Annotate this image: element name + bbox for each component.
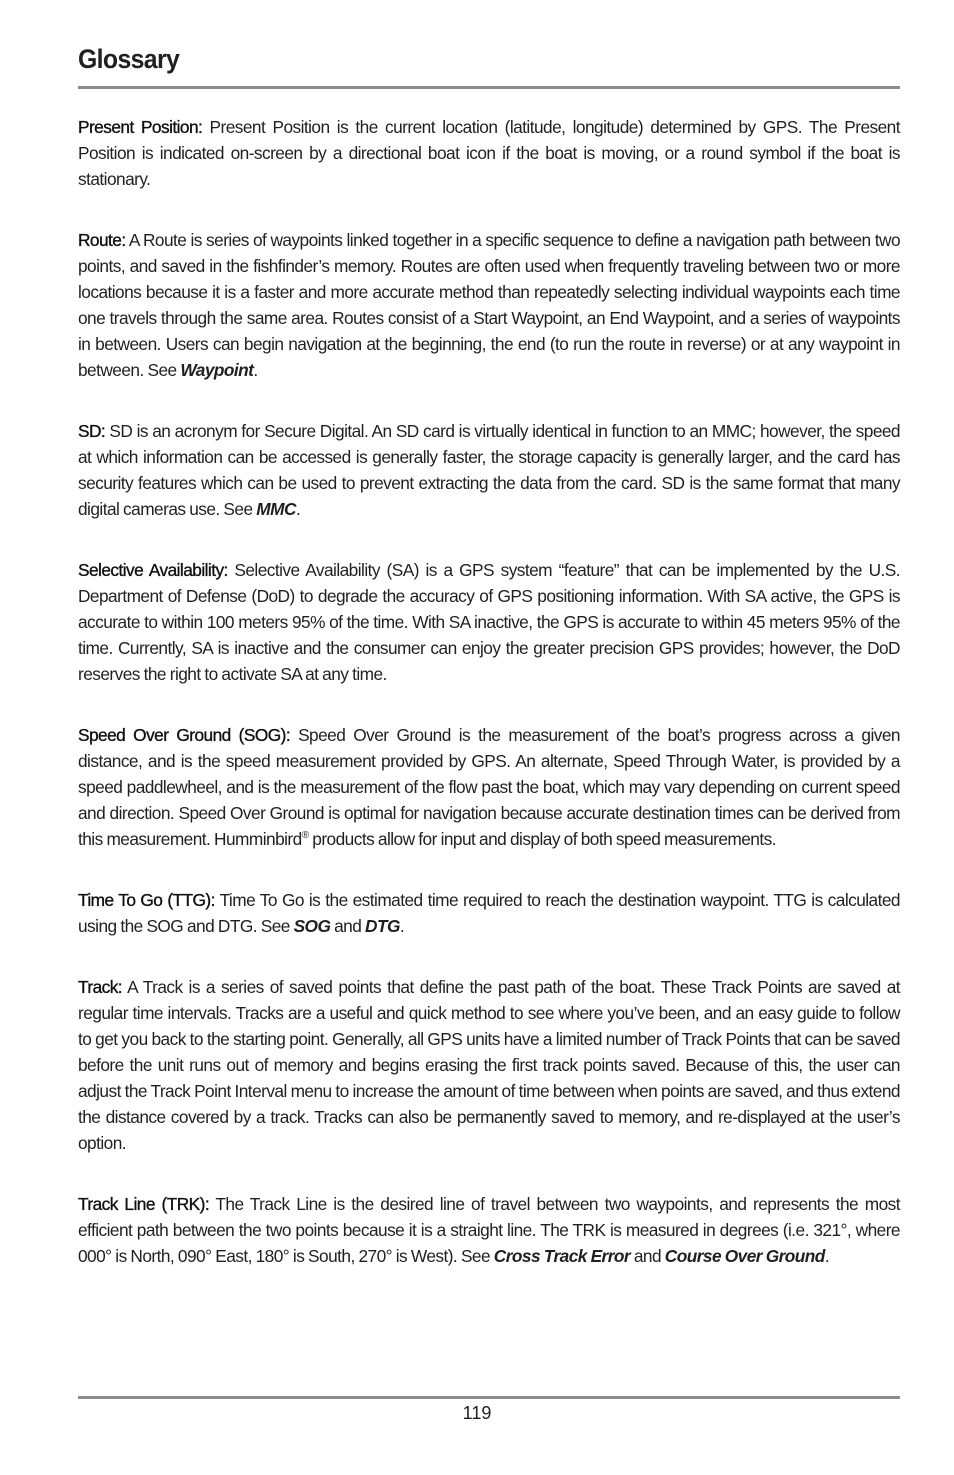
glossary-term: Present Position: (78, 117, 203, 137)
glossary-term: Speed Over Ground (SOG): (78, 725, 291, 745)
glossary-definition: Selective Availability (SA) is a GPS system “feature” that can be implemented by the U.S. Department of Defense (DoD) to degrade the accuracy of GPS positioning information. With SA active, the GPS is accurate to within 100 meters 95% of the time. With SA inactive, the GPS is accurate to within 45 meters 95% of the time. Currently, SA is inactive and the consumer can enjoy the greater precision GPS provides; however, the DoD reserves the right to activate SA at any time. (78, 560, 900, 684)
glossary-definition: Speed Over Ground is the measurement of the boat’s progress across a given distance, and is the speed measurement provided by GPS. An alternate, Speed Through Water, is provided by a speed paddlewheel, and is the measurement of the flow past the boat, which may vary depending on current speed and direction. Speed Over Ground is optimal for navigation because accurate destination times can be derived from this measurement. Humminbird (78, 725, 900, 849)
glossary-term: Route: (78, 230, 126, 250)
glossary-definition: SD is an acronym for Secure Digital. An SD card is virtually identical in function to an MMC; however, the speed at which information can be accessed is generally faster, the storage capacity is generally larger, and the card has security features which can be used to prevent extracting the data from the card. SD is the same format that many digital cameras use. See (78, 421, 900, 519)
glossary-entry-selective-availability (78, 557, 900, 687)
header-divider (78, 86, 900, 89)
glossary-entry-track (78, 974, 900, 1156)
glossary-definition: Time To Go is the estimated time required to reach the destination waypoint. TTG is calculated using the SOG and DTG. See (78, 890, 900, 936)
cross-reference-sog: SOG (293, 916, 331, 936)
glossary-entry-speed-over-ground: Speed Over Ground (SOG): Speed Over Ground is the measurement of the boat’s progress across a given distance, and is the speed measurement provided by GPS. An alternate, Speed Through Water, is provided by a speed paddlewheel, and is the measurement of the flow past the boat, which may vary depending on current speed and direction. Speed Over Ground is optimal for navigation because accurate destination times can be derived from this measurement. Humminbird® products allow for input and display of both speed measurements. (78, 725, 900, 849)
glossary-term: Selective Availability: (78, 560, 228, 580)
glossary-body (78, 114, 900, 1269)
glossary-definition: The Track Line is the desired line of travel between two waypoints, and represents the most efficient path between the two points because it is a straight line. The TRK is measured in degrees (i.e. 321°, where 000° is North, 090° East, 180° is South, 270° is West). See (78, 1194, 900, 1266)
cross-reference-dtg: DTG (365, 916, 400, 936)
glossary-entry-track-line: Track Line (TRK): The Track Line is the desired line of travel between two waypoints, and represents the most efficient path between the two points because it is a straight line. The TRK is measured in degrees (i.e. 321°, where 000° is North, 090° East, 180° is South, 270° is West). See Cross Track Error and Course Over Ground. (78, 1194, 900, 1266)
glossary-entry-time-to-go: Time To Go (TTG): Time To Go is the estimated time required to reach the destination waypoint. TTG is calculated using the SOG and DTG. See SOG and DTG. (78, 890, 900, 936)
glossary-entry-present-position (78, 114, 900, 192)
glossary-definition: A Route is series of waypoints linked together in a specific sequence to define a navigation path between two points, and saved in the fishfinder’s memory. Routes are often used when frequently traveling between two or more locations because it is a faster and more accurate method than repeatedly selecting individual waypoints each time one travels through the same area. Routes consist of a Start Waypoint, an End Waypoint, and a series of waypoints in between. Users can begin navigation at the beginning, the end (to run the route in reverse) or at any waypoint in between. See (78, 230, 900, 380)
footer-divider (78, 1396, 900, 1399)
page-number: 119 (462, 1403, 492, 1423)
glossary-definition: Present Position is the current location (latitude, longitude) determined by GPS. The Present Position is indicated on-screen by a directional boat icon if the boat is moving, or a round symbol if the boat is stationary. (78, 117, 900, 189)
cross-reference-cross-track-error: Cross Track Error (493, 1246, 631, 1266)
glossary-entry-route: Route: A Route is series of waypoints linked together in a specific sequence to define a navigation path between two points, and saved in the fishfinder’s memory. Routes are often used when frequently traveling between two or more locations because it is a faster and more accurate method than repeatedly selecting individual waypoints each time one travels through the same area. Routes consist of a Start Waypoint, an End Waypoint, and a series of waypoints in between. Users can begin navigation at the beginning, the end (to run the route in reverse) or at any waypoint in between. See Waypoint. (78, 230, 900, 380)
cross-reference-waypoint: Waypoint (180, 360, 254, 380)
cross-reference-mmc: MMC (256, 499, 296, 519)
cross-reference-course-over-ground: Course Over Ground (664, 1246, 825, 1266)
glossary-definition: A Track is a series of saved points that define the past path of the boat. These Track Points are saved at regular time intervals. Tracks are a useful and quick method to see where you’ve been, and an easy guide to follow to get you back to the starting point. Generally, all GPS units have a limited number of Track Points that can be saved before the unit runs out of memory and begins erasing the first track points saved. Because of this, the user can adjust the Track Point Interval menu to increase the amount of time between when points are saved, and thus extend the distance covered by a track. Tracks can also be permanently saved to memory, and re-displayed at the user’s option. (78, 977, 900, 1153)
registered-mark: ® (301, 830, 309, 842)
glossary-term: SD: (78, 421, 106, 441)
page-title: Glossary (78, 44, 180, 74)
glossary-term: Time To Go (TTG): (78, 890, 215, 910)
glossary-term: Track Line (TRK): (78, 1194, 210, 1214)
glossary-entry-sd: SD: SD is an acronym for Secure Digital. An SD card is virtually identical in function to an MMC; however, the speed at which information can be accessed is generally faster, the storage capacity is generally larger, and the card has security features which can be used to prevent extracting the data from the card. SD is the same format that many digital cameras use. See MMC. (78, 421, 900, 519)
glossary-term: Track: (78, 977, 123, 997)
